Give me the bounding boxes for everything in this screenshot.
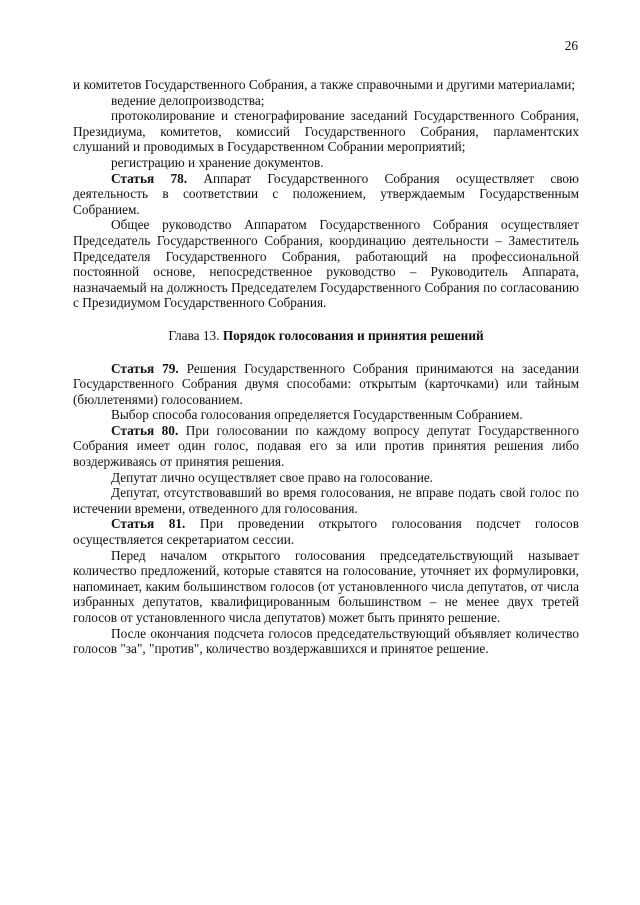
paragraph xyxy=(73,485,579,516)
paragraph xyxy=(73,217,579,311)
paragraph-text: и комитетов Государственного Собрания, а также справочными и другими материалами; xyxy=(73,77,576,92)
article-number: Статья 81. xyxy=(111,516,186,532)
chapter-title: Порядок голосования и принятия решений xyxy=(222,327,484,343)
paragraph-text: Депутат лично осуществляет свое право на голосование. xyxy=(111,469,434,485)
paragraph xyxy=(73,171,579,218)
article-number: Статья 78. xyxy=(111,170,188,186)
paragraph-text: Аппарат Государственного Собрания осуществляет свою деятельность в соответствии с положением, утверждаемым Государственным Собранием. xyxy=(73,170,579,217)
chapter-heading xyxy=(73,328,579,344)
page-number: 26 xyxy=(564,38,578,53)
paragraph-text: регистрацию и хранение документов. xyxy=(111,154,324,170)
document-body xyxy=(73,77,579,657)
paragraph xyxy=(73,155,579,171)
paragraph-block-bottom xyxy=(73,361,579,657)
article-number: Статья 80. xyxy=(111,422,179,438)
paragraph xyxy=(73,93,579,109)
paragraph-block-top xyxy=(73,77,579,311)
paragraph-text: Перед началом открытого голосования председательствующий называет количество предложений, которые ставятся на голосование, уточняет их формулировки, напоминает, каким большинством голосов (от установленного числа депутатов, от числа избранных депутатов, квалифицированным большинством – не менее двух третей голосов от установленного числа депутатов) может быть принято решение. xyxy=(73,547,579,625)
paragraph xyxy=(73,548,579,626)
paragraph-text: После окончания подсчета голосов председательствующий объявляет количество голосов "за", "против", количество воздержавшихся и принятое решение. xyxy=(73,625,579,657)
paragraph xyxy=(73,470,579,486)
paragraph xyxy=(73,407,579,423)
paragraph-text: Решения Государственного Собрания принимаются на заседании Государственного Собрания двумя способами: открытым (карточками) или тайным (бюллетенями) голосованием. xyxy=(73,360,579,407)
paragraph-text: Депутат, отсутствовавший во время голосования, не вправе подать свой голос по истечении времени, отведенного для голосования. xyxy=(73,485,579,516)
paragraph-text: При проведении открытого голосования подсчет голосов осуществляется секретариатом сессии. xyxy=(73,516,579,548)
paragraph xyxy=(73,626,579,657)
paragraph xyxy=(73,77,579,93)
paragraph xyxy=(73,361,579,408)
paragraph-text: При голосовании по каждому вопросу депутат Государственного Собрания имеет один голос, подавая его за или против принятия решения либо воздерживаясь от принятия решения. xyxy=(73,422,579,470)
paragraph xyxy=(73,423,579,470)
paragraph-text: ведение делопроизводства; xyxy=(111,92,265,108)
paragraph xyxy=(73,108,579,155)
article-number: Статья 79. xyxy=(111,360,179,376)
chapter-prefix: Глава 13. xyxy=(168,327,223,343)
paragraph-text: протоколирование и стенографирование заседаний Государственного Собрания, Президиума, комитетов, комиссий Государственного Собрания, парламентских слушаний и проводимых в Государственном Собрании мероприятий; xyxy=(73,108,579,155)
paragraph xyxy=(73,516,579,547)
paragraph-text: Общее руководство Аппаратом Государственного Собрания осуществляет Председатель Государственного Собрания, координацию деятельности – Заместитель Председателя Государственного Собрания, работающий на профессиональной постоянной основе, непосредственное руководство – Руководитель Аппарата, назначаемый на должность Председателем Государственного Собрания по согласованию с Президиумом Государственного Собрания. xyxy=(73,217,579,311)
paragraph-text: Выбор способа голосования определяется Государственным Собранием. xyxy=(111,407,523,423)
